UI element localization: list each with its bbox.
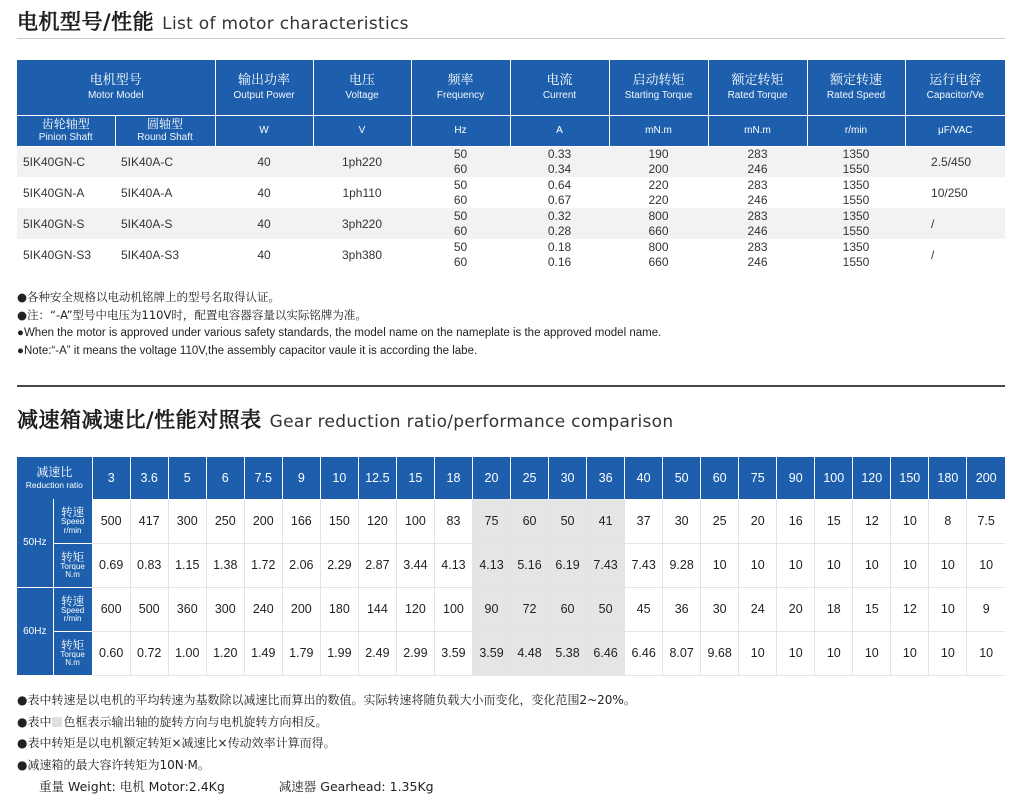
torque-row (17, 631, 1005, 675)
ratio-value: 6 (206, 457, 244, 499)
speed-value: 300 (206, 587, 244, 631)
note-line: ●表中转矩是以电机额定转矩×减速比×传动效率计算而得。 (17, 736, 336, 750)
torque-value: 0.72 (130, 631, 168, 675)
pinion-model: 5IK40GN-A (23, 185, 85, 200)
speed-value: 18 (815, 587, 853, 631)
speed-value: 10 (929, 587, 967, 631)
torque-value: 4.48 (511, 631, 549, 675)
speed-value: 90 (472, 587, 510, 631)
torque-value: 9.28 (663, 543, 701, 587)
ratio-value: 120 (853, 457, 891, 499)
torque-value: 4.13 (472, 543, 510, 587)
speed-row (17, 587, 1005, 631)
speed-value: 144 (358, 587, 396, 631)
rated-torque-cell: 283 246 (747, 177, 768, 207)
rated-speed-cell: 1350 1550 (842, 177, 870, 207)
torque-value: 6.46 (625, 631, 663, 675)
rated-torque-cell: 283 246 (708, 146, 807, 177)
torque-value: 10 (929, 631, 967, 675)
note-line: ●减速箱的最大容许转矩为10N·M。 (17, 757, 210, 772)
speed-value: 50 (549, 499, 587, 543)
speed-value: 15 (815, 499, 853, 543)
frequency-cell: 50 60 (411, 208, 510, 239)
torque-value: 2.29 (320, 543, 358, 587)
torque-value: 10 (739, 631, 777, 675)
ratio-value: 3 (92, 457, 130, 499)
speed-value: 240 (244, 587, 282, 631)
torque-value: 9.68 (701, 631, 739, 675)
torque-value: 10 (739, 543, 777, 587)
header-voltage: 电压 Voltage (313, 60, 411, 115)
torque-value: 10 (929, 543, 967, 587)
torque-value: 10 (853, 543, 891, 587)
capacitor-value: 10/250 (931, 185, 968, 200)
torque-value: 10 (777, 631, 815, 675)
rated-torque-cell: 283 246 (708, 208, 807, 239)
speed-value: 16 (777, 499, 815, 543)
speed-value: 100 (396, 499, 434, 543)
gear-ratio-table (17, 457, 1005, 676)
torque-value: 7.43 (625, 543, 663, 587)
speed-value: 7.5 (967, 499, 1005, 543)
torque-value: 10 (891, 631, 929, 675)
torque-value: 10 (967, 631, 1005, 675)
subheader-round-shaft: 圆轴型 Round Shaft (115, 115, 215, 146)
motor-row (17, 239, 1005, 270)
speed-label: 转速 Speed r/min (53, 587, 92, 631)
torque-value: 0.83 (130, 543, 168, 587)
pinion-model: 5IK40GN-S (17, 208, 115, 239)
note-line: ●When the motor is approved under various safety standards, the model name on the nameplate is the approved model name. (17, 327, 662, 339)
ratio-value: 25 (511, 457, 549, 499)
torque-value: 1.99 (320, 631, 358, 675)
speed-value: 75 (472, 499, 510, 543)
starting-torque-cell: 800 660 (648, 239, 669, 269)
section-title-motor (17, 6, 409, 36)
section-title-en: Gear reduction ratio/performance comparison (269, 412, 674, 432)
torque-row (17, 543, 1005, 587)
unit-capacitor: μF/VAC (905, 115, 1005, 146)
speed-value: 20 (739, 499, 777, 543)
note-line: ●Note:“-A” it means the voltage 110V,the assembly capacitor vaule it is according the labe. (17, 345, 478, 357)
speed-value: 12 (891, 587, 929, 631)
power-value: 40 (257, 185, 271, 200)
speed-value: 37 (625, 499, 663, 543)
ratio-value: 180 (929, 457, 967, 499)
speed-value: 166 (282, 499, 320, 543)
unit-current: A (510, 115, 609, 146)
torque-value: 3.44 (396, 543, 434, 587)
voltage-value: 3ph220 (313, 208, 411, 239)
speed-value: 30 (701, 587, 739, 631)
torque-label: 转矩 Torque N.m (53, 631, 92, 675)
ratio-value: 9 (282, 457, 320, 499)
torque-value: 6.19 (549, 543, 587, 587)
torque-value: 1.79 (282, 631, 320, 675)
current-cell: 0.33 0.34 (510, 146, 609, 177)
torque-value: 7.43 (587, 543, 625, 587)
speed-value: 600 (92, 587, 130, 631)
speed-value: 120 (358, 499, 396, 543)
ratio-value: 12.5 (358, 457, 396, 499)
torque-value: 10 (815, 631, 853, 675)
ratio-value: 40 (625, 457, 663, 499)
torque-value: 10 (777, 543, 815, 587)
torque-value: 1.00 (168, 631, 206, 675)
ratio-value: 7.5 (244, 457, 282, 499)
speed-value: 150 (320, 499, 358, 543)
torque-value: 10 (891, 543, 929, 587)
motor-row (17, 177, 1005, 208)
motor-row (17, 146, 1005, 177)
speed-value: 10 (891, 499, 929, 543)
power-value: 40 (215, 208, 313, 239)
torque-value: 1.20 (206, 631, 244, 675)
torque-value: 10 (815, 543, 853, 587)
speed-value: 180 (320, 587, 358, 631)
torque-value: 8.07 (663, 631, 701, 675)
speed-row (17, 499, 1005, 543)
weight-gearhead: 减速器 Gearhead: 1.35Kg (278, 779, 434, 794)
header-rated-torque: 额定转矩 Rated Torque (708, 60, 807, 115)
rated-torque-cell: 283 246 (747, 239, 768, 269)
section-title-zh: 减速箱减速比/性能对照表 (17, 408, 262, 432)
ratio-value: 90 (777, 457, 815, 499)
torque-value: 5.16 (511, 543, 549, 587)
torque-value: 1.38 (206, 543, 244, 587)
current-cell: 0.18 0.16 (547, 239, 572, 269)
unit-frequency: Hz (411, 115, 510, 146)
round-model: 5IK40A-S3 (121, 247, 180, 262)
section-divider (17, 385, 1005, 387)
current-cell: 0.64 0.67 (547, 177, 572, 207)
speed-value: 8 (929, 499, 967, 543)
speed-value: 36 (663, 587, 701, 631)
header-frequency: 频率 Frequency (411, 60, 510, 115)
speed-value: 83 (434, 499, 472, 543)
divider (17, 38, 1005, 39)
speed-value: 500 (92, 499, 130, 543)
speed-value: 41 (587, 499, 625, 543)
speed-value: 30 (663, 499, 701, 543)
torque-value: 2.49 (358, 631, 396, 675)
speed-value: 15 (853, 587, 891, 631)
torque-value: 1.72 (244, 543, 282, 587)
pinion-model: 5IK40GN-S3 (23, 247, 92, 262)
round-model: 5IK40A-A (121, 185, 173, 200)
ratio-value: 150 (891, 457, 929, 499)
round-model: 5IK40A-S (115, 208, 215, 239)
unit-voltage: V (313, 115, 411, 146)
motor-characteristics-table (17, 60, 1005, 270)
section-title-zh: 电机型号/性能 (17, 10, 155, 34)
speed-value: 20 (777, 587, 815, 631)
ratio-value: 18 (434, 457, 472, 499)
note-line: ●注：“-A”型号中电压为110V时，配置电容器容量以实际铭牌为准。 (17, 308, 367, 322)
capacitor-value: / (905, 208, 1005, 239)
ratio-value: 20 (472, 457, 510, 499)
speed-value: 120 (396, 587, 434, 631)
header-starting-torque: 启动转矩 Starting Torque (609, 60, 708, 115)
torque-value: 10 (701, 543, 739, 587)
frequency-label: 60Hz (17, 587, 53, 675)
speed-value: 45 (625, 587, 663, 631)
torque-value: 6.46 (587, 631, 625, 675)
note-line: ●表中转速是以电机的平均转速为基数除以减速比而算出的数值。实际转速将随负载大小而变化，变化范围2~20%。 (17, 693, 636, 707)
capacitor-value: / (931, 247, 935, 262)
speed-value: 100 (434, 587, 472, 631)
speed-label: 转速 Speed r/min (53, 499, 92, 543)
speed-value: 500 (130, 587, 168, 631)
ratio-value: 60 (701, 457, 739, 499)
motor-row (17, 208, 1005, 239)
torque-label: 转矩 Torque N.m (53, 543, 92, 587)
speed-value: 250 (206, 499, 244, 543)
speed-value: 417 (130, 499, 168, 543)
torque-value: 3.59 (472, 631, 510, 675)
subheader-pinion-shaft: 齿轮轴型 Pinion Shaft (17, 115, 115, 146)
header-rated-speed: 额定转速 Rated Speed (807, 60, 905, 115)
ratio-value: 10 (320, 457, 358, 499)
power-value: 40 (215, 146, 313, 177)
voltage-value: 1ph110 (342, 185, 382, 200)
ratio-value: 36 (587, 457, 625, 499)
rated-speed-cell: 1350 1550 (807, 208, 905, 239)
speed-value: 72 (511, 587, 549, 631)
note-line: ●各种安全规格以电动机铭牌上的型号名取得认证。 (17, 290, 281, 304)
ratio-header-row (17, 457, 1005, 499)
rated-speed-cell: 1350 1550 (807, 146, 905, 177)
speed-value: 9 (967, 587, 1005, 631)
frequency-cell: 50 60 (411, 146, 510, 177)
unit-rated-speed: r/min (807, 115, 905, 146)
speed-value: 12 (853, 499, 891, 543)
ratio-value: 3.6 (130, 457, 168, 499)
round-model: 5IK40A-C (115, 146, 215, 177)
speed-value: 60 (549, 587, 587, 631)
torque-value: 0.69 (92, 543, 130, 587)
torque-value: 4.13 (434, 543, 472, 587)
ratio-value: 30 (549, 457, 587, 499)
unit-power: W (215, 115, 313, 146)
frequency-label: 50Hz (17, 499, 53, 587)
frequency-cell: 50 60 (453, 239, 468, 269)
torque-value: 5.38 (549, 631, 587, 675)
speed-value: 60 (511, 499, 549, 543)
torque-value: 1.15 (168, 543, 206, 587)
header-capacitor: 运行电容 Capacitor/Ve (905, 60, 1005, 115)
ratio-value: 100 (815, 457, 853, 499)
ratio-value: 5 (168, 457, 206, 499)
starting-torque-cell: 220 220 (648, 177, 669, 207)
capacitor-value: 2.5/450 (905, 146, 1005, 177)
voltage-value: 1ph220 (313, 146, 411, 177)
starting-torque-cell: 190 200 (609, 146, 708, 177)
power-value: 40 (257, 247, 271, 262)
speed-value: 24 (739, 587, 777, 631)
torque-value: 2.06 (282, 543, 320, 587)
starting-torque-cell: 800 660 (609, 208, 708, 239)
header-output-power: 输出功率 Output Power (215, 60, 313, 115)
torque-value: 10 (853, 631, 891, 675)
header-reduction-ratio: 减速比 Reduction ratio (17, 457, 92, 499)
unit-rated-torque: mN.m (708, 115, 807, 146)
torque-value: 2.87 (358, 543, 396, 587)
shade-swatch-icon (52, 717, 62, 727)
torque-value: 1.49 (244, 631, 282, 675)
speed-value: 50 (587, 587, 625, 631)
speed-value: 300 (168, 499, 206, 543)
pinion-model: 5IK40GN-C (17, 146, 115, 177)
ratio-value: 15 (396, 457, 434, 499)
voltage-value: 3ph380 (341, 247, 383, 262)
motor-notes (17, 288, 661, 360)
torque-value: 0.60 (92, 631, 130, 675)
torque-value: 3.59 (434, 631, 472, 675)
speed-value: 360 (168, 587, 206, 631)
torque-value: 10 (967, 543, 1005, 587)
speed-value: 25 (701, 499, 739, 543)
weight-motor: 重量 Weight: 电机 Motor:2.4Kg (39, 779, 225, 794)
speed-value: 200 (282, 587, 320, 631)
section-title-en: List of motor characteristics (162, 14, 409, 34)
rated-speed-cell: 1350 1550 (842, 239, 870, 269)
ratio-value: 75 (739, 457, 777, 499)
header-motor-model: 电机型号 Motor Model (17, 60, 215, 115)
unit-starting-torque: mN.m (609, 115, 708, 146)
weight-line (17, 776, 636, 798)
section-title-gear (17, 404, 673, 434)
torque-value: 2.99 (396, 631, 434, 675)
current-cell: 0.32 0.28 (510, 208, 609, 239)
ratio-value: 50 (663, 457, 701, 499)
ratio-value: 200 (967, 457, 1005, 499)
note-line: ●表中 色框表示输出轴的旋转方向与电机旋转方向相反。 (17, 714, 328, 729)
gear-notes (17, 690, 636, 798)
speed-value: 200 (244, 499, 282, 543)
frequency-cell: 50 60 (453, 177, 468, 207)
header-current: 电流 Current (510, 60, 609, 115)
